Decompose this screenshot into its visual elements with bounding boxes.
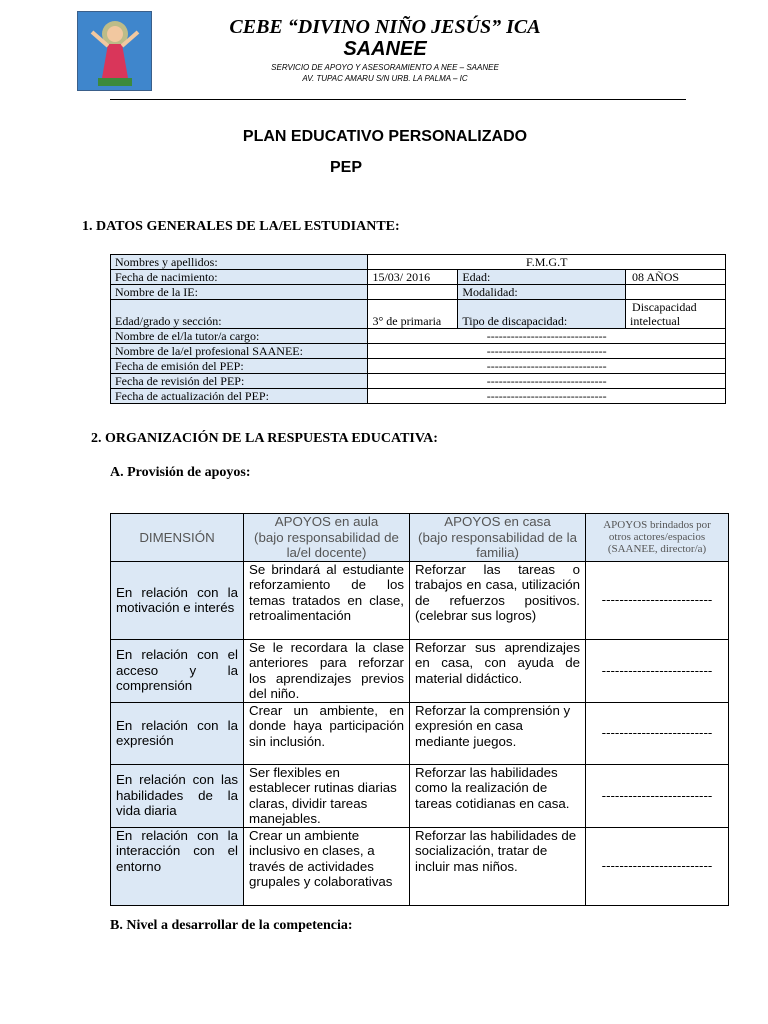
document-title: PLAN EDUCATIVO PERSONALIZADO: [242, 128, 528, 145]
header-dimension: DIMENSIÓN: [111, 514, 244, 562]
ie-label: Nombre de la IE:: [111, 285, 368, 300]
support-provision-table: [110, 513, 729, 906]
dimension-cell: En relación con el acceso y la comprensión: [111, 639, 244, 702]
header-casa: [410, 514, 586, 562]
ie-value: [368, 285, 458, 300]
casa-cell: Reforzar sus aprendizajes en casa, con ayuda de material didáctico.: [410, 639, 586, 702]
document-subtitle: PEP: [330, 159, 363, 176]
actualizacion-value: ------------------------------: [368, 389, 726, 404]
subsection-b-heading: B. Nivel a desarrollar de la competencia:: [110, 918, 353, 933]
casa-cell: Reforzar la comprensión y expresión en casa mediante juegos.: [410, 702, 586, 764]
table-row: [111, 561, 729, 639]
table-header-row: [111, 514, 729, 562]
fecha-nacimiento-value: 15/03/ 2016: [368, 270, 458, 285]
edad-value: 08 AÑOS: [626, 270, 726, 285]
table-row: [111, 389, 726, 404]
profesional-label: Nombre de la/el profesional SAANEE:: [111, 344, 368, 359]
dimension-cell: En relación con las habilidades de la vida diaria: [111, 764, 244, 827]
emision-value: ------------------------------: [368, 359, 726, 374]
grado-value: 3° de primaria: [368, 300, 458, 329]
otros-cell: -------------------------: [586, 639, 729, 702]
header-aula: [244, 514, 410, 562]
otros-cell: -------------------------: [586, 764, 729, 827]
actualizacion-label: Fecha de actualización del PEP:: [111, 389, 368, 404]
table-row: [111, 702, 729, 764]
revision-label: Fecha de revisión del PEP:: [111, 374, 368, 389]
table-row: [111, 764, 729, 827]
modalidad-label: Modalidad:: [458, 285, 626, 300]
aula-cell: Crear un ambiente inclusivo en clases, a través de actividades grupales y colaborativas: [244, 827, 410, 905]
aula-cell: Se brindará al estudiante reforzamiento de los temas tratados en clase, retroalimentación: [244, 561, 410, 639]
header-aula-note: (bajo responsabilidad de la/el docente): [254, 529, 399, 560]
emision-label: Fecha de emisión del PEP:: [111, 359, 368, 374]
header-divider: [110, 99, 686, 100]
fecha-nacimiento-label: Fecha de nacimiento:: [111, 270, 368, 285]
table-row: [111, 827, 729, 905]
table-row: [111, 300, 726, 329]
header-aula-title: APOYOS en aula: [274, 514, 379, 529]
edad-label: Edad:: [458, 270, 626, 285]
tipo-discapacidad-label: Tipo de discapacidad:: [458, 300, 626, 329]
section-2-heading: 2. ORGANIZACIÓN DE LA RESPUESTA EDUCATIVA:: [91, 431, 438, 446]
aula-cell: Ser flexibles en establecer rutinas diarias claras, dividir tareas manejables.: [244, 764, 410, 827]
tipo-discapacidad-value: [626, 300, 726, 329]
profesional-value: ------------------------------: [368, 344, 726, 359]
table-row: [111, 359, 726, 374]
tutor-value: ------------------------------: [368, 329, 726, 344]
otros-cell: -------------------------: [586, 827, 729, 905]
aula-cell: Se le recordara la clase anteriores para reforzar los aprendizajes previos del niño.: [244, 639, 410, 702]
table-row: [111, 285, 726, 300]
table-row: [111, 374, 726, 389]
otros-cell: -------------------------: [586, 702, 729, 764]
table-row: [111, 329, 726, 344]
header-casa-title: APOYOS en casa: [444, 514, 551, 529]
nombres-value: F.M.G.T: [368, 255, 726, 270]
revision-value: ------------------------------: [368, 374, 726, 389]
dimension-cell: En relación con la motivación e interés: [111, 561, 244, 639]
header-casa-note: (bajo responsabilidad de la familia): [418, 529, 577, 560]
dimension-cell: En relación con la interacción con el entorno: [111, 827, 244, 905]
tutor-label: Nombre de el/la tutor/a cargo:: [111, 329, 368, 344]
tipo-value-line-1: Discapacidad: [632, 300, 697, 314]
otros-cell: -------------------------: [586, 561, 729, 639]
nombres-label: Nombres y apellidos:: [111, 255, 368, 270]
school-name: CEBE “DIVINO NIÑO JESÚS” ICA: [229, 16, 541, 38]
edad-grado-label: Edad/grado y sección:: [111, 300, 368, 329]
aula-cell: Crear un ambiente, en donde haya participación sin inclusión.: [244, 702, 410, 764]
subsection-a-heading: A. Provisión de apoyos:: [110, 465, 251, 480]
casa-cell: Reforzar las habilidades como la realización de tareas cotidianas en casa.: [410, 764, 586, 827]
modalidad-value: [626, 285, 726, 300]
casa-cell: Reforzar las tareas o trabajos en casa, utilización de refuerzos positivos. (celebrar sus logros): [410, 561, 586, 639]
student-data-table: [110, 254, 726, 404]
table-row: [111, 270, 726, 285]
section-1-heading: 1. DATOS GENERALES DE LA/EL ESTUDIANTE:: [82, 219, 400, 234]
dimension-cell: En relación con la expresión: [111, 702, 244, 764]
address-line: AV. TUPAC AMARU S/N URB. LA PALMA – IC: [302, 74, 468, 83]
header-otros: APOYOS brindados por otros actores/espacios (SAANEE, director/a): [586, 514, 729, 562]
program-name: SAANEE: [343, 38, 427, 60]
table-row: [111, 344, 726, 359]
casa-cell: Reforzar las habilidades de socialización, tratar de incluir mas niños.: [410, 827, 586, 905]
tipo-value-line-2: intelectual: [630, 314, 681, 328]
table-row: [111, 255, 726, 270]
table-row: [111, 639, 729, 702]
service-line: SERVICIO DE APOYO Y ASESORAMIENTO A NEE – SAANEE: [271, 63, 499, 72]
